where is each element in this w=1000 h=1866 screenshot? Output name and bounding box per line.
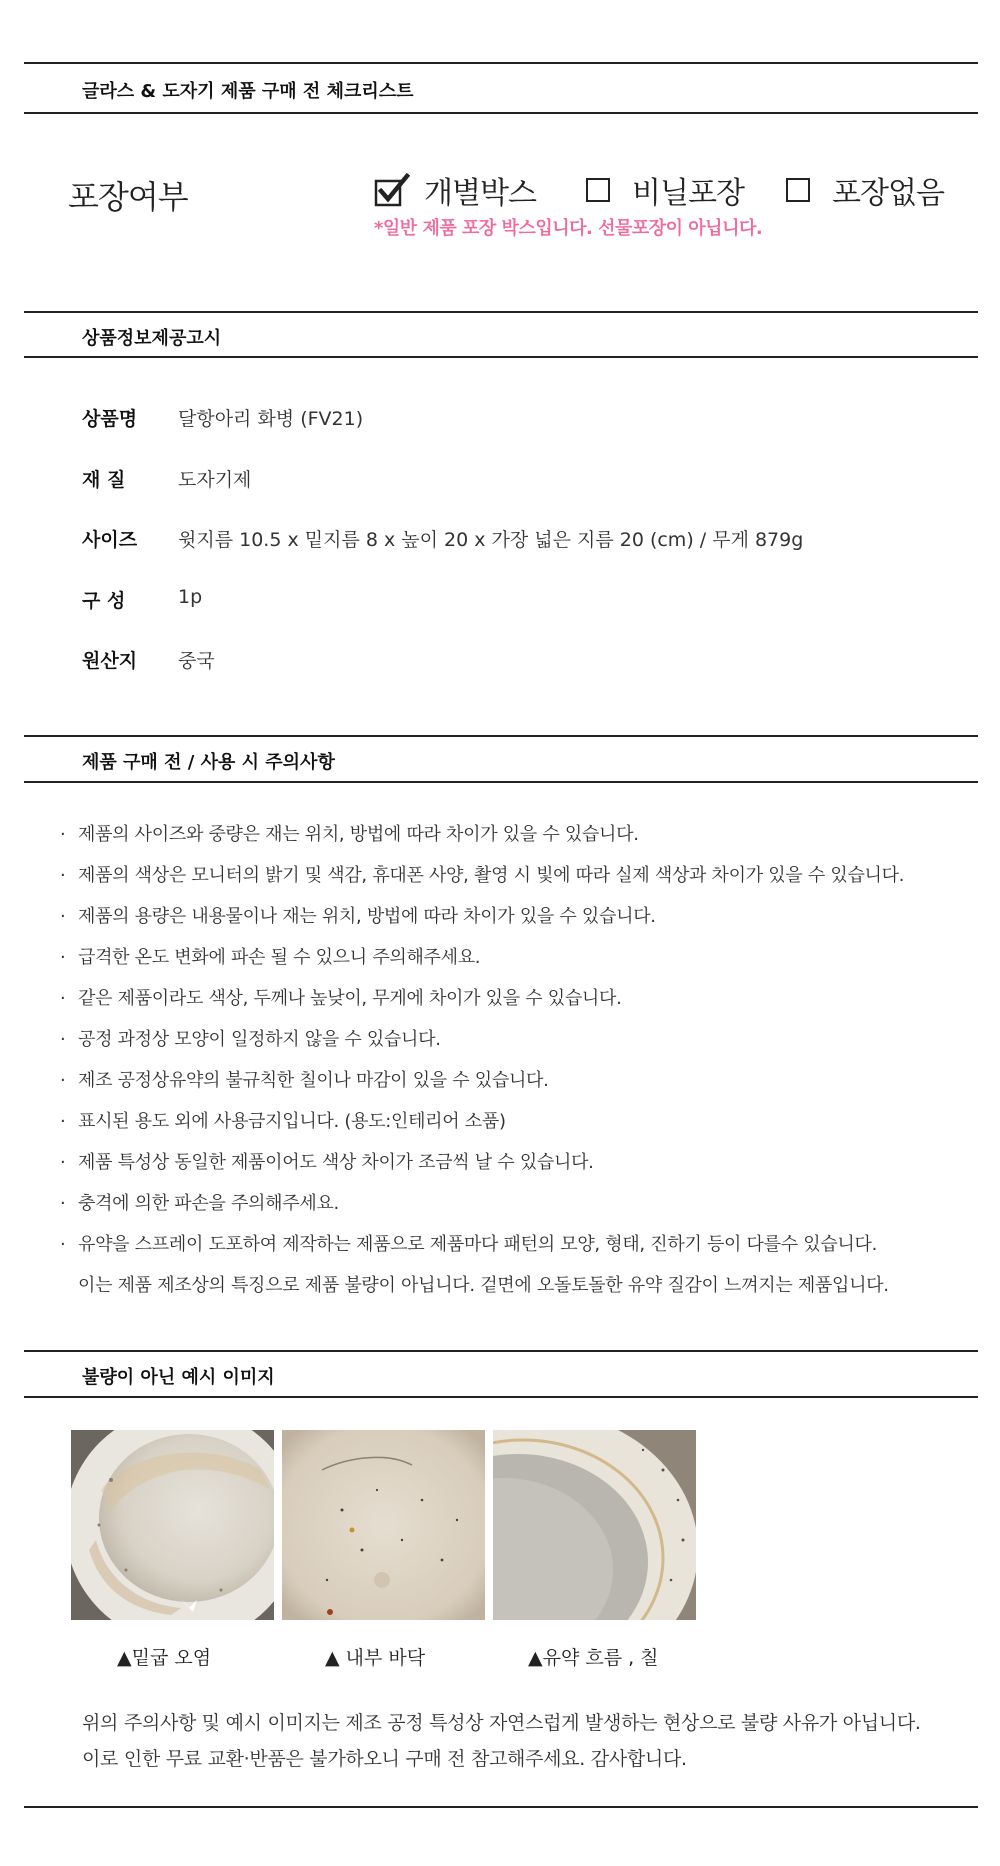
- packaging-option-label: 개별박스: [424, 176, 536, 211]
- product-info-title: 상품정보제공고시: [82, 328, 222, 349]
- info-value: 1p: [178, 586, 203, 608]
- caution-item: · 충격에 의한 파손을 주의해주세요.: [60, 1193, 339, 1214]
- info-row-origin: [82, 646, 215, 673]
- section1-bottom-rule: [24, 112, 978, 114]
- info-row-name: [82, 404, 363, 431]
- section4-top-rule: [24, 1350, 978, 1352]
- photo-caption-base-stain: ▲밑굽 오염: [117, 1647, 212, 1669]
- section2-top-rule: [24, 311, 978, 313]
- packaging-note: *일반 제품 포장 박스입니다. 선물포장이 아닙니다.: [374, 218, 763, 239]
- bottom-rule: [24, 1806, 978, 1808]
- packaging-option-vinyl: [586, 168, 744, 212]
- checked-box-icon: [374, 173, 410, 207]
- info-key: 사이즈: [82, 529, 138, 551]
- caution-item: · 급격한 온도 변화에 파손 될 수 있으니 주의해주세요.: [60, 947, 481, 968]
- example-photo-base-stain: [71, 1430, 274, 1620]
- packaging-option-individual-box: [374, 168, 536, 212]
- caution-item: · 제조 공정상유약의 불규칙한 칠이나 마감이 있을 수 있습니다.: [60, 1070, 549, 1091]
- caution-item: · 공정 과정상 모양이 일정하지 않을 수 있습니다.: [60, 1029, 441, 1050]
- info-row-size: [82, 525, 803, 552]
- closing-note-line: 위의 주의사항 및 예시 이미지는 제조 공정 특성상 자연스럽게 발생하는 현상으로 불량 사유가 아닙니다.: [82, 1712, 921, 1734]
- section3-top-rule: [24, 735, 978, 737]
- info-key: 상품명: [82, 408, 138, 430]
- info-key: 구 성: [82, 590, 126, 612]
- caution-item: · 표시된 용도 외에 사용금지입니다. (용도:인테리어 소품): [60, 1111, 506, 1132]
- packaging-option-none: [786, 168, 944, 212]
- caution-item: · 제품 특성상 동일한 제품이어도 색상 차이가 조금씩 날 수 있습니다.: [60, 1152, 594, 1173]
- info-value: 도자기제: [178, 469, 252, 491]
- photo-caption-glaze-flow: ▲유약 흐름 , 칠: [528, 1647, 659, 1669]
- unchecked-box-icon: [786, 178, 810, 202]
- checklist-title: 글라스 & 도자기 제품 구매 전 체크리스트: [82, 81, 414, 102]
- packaging-option-label: 포장없음: [832, 176, 944, 211]
- info-row-composition: [82, 586, 202, 613]
- section3-bottom-rule: [24, 781, 978, 783]
- caution-continuation: 이는 제품 제조상의 특징으로 제품 불량이 아닙니다. 겉면에 오돌토돌한 유약 질감이 느껴지는 제품입니다.: [78, 1275, 889, 1296]
- section2-bottom-rule: [24, 356, 978, 358]
- section4-bottom-rule: [24, 1396, 978, 1398]
- info-value: 윗지름 10.5 x 밑지름 8 x 높이 20 x 가장 넓은 지름 20 (cm) / 무게 879g: [178, 529, 804, 551]
- closing-note-line: 이로 인한 무료 교환·반품은 불가하오니 구매 전 참고해주세요. 감사합니다.: [82, 1748, 687, 1770]
- info-key: 재 질: [82, 469, 126, 491]
- info-value: 달항아리 화병 (FV21): [178, 408, 364, 430]
- caution-item: · 제품의 색상은 모니터의 밝기 및 색감, 휴대폰 사양, 촬영 시 빛에 따라 실제 색상과 차이가 있을 수 있습니다.: [60, 865, 905, 886]
- cautions-title: 제품 구매 전 / 사용 시 주의사항: [82, 752, 335, 773]
- unchecked-box-icon: [586, 178, 610, 202]
- caution-item: · 유약을 스프레이 도포하여 제작하는 제품으로 제품마다 패턴의 모양, 형태, 진하기 등이 다를수 있습니다.: [60, 1234, 878, 1255]
- examples-title: 불량이 아닌 예시 이미지: [82, 1367, 275, 1388]
- info-row-material: [82, 465, 251, 492]
- caution-item: · 같은 제품이라도 색상, 두께나 높낮이, 무게에 차이가 있을 수 있습니다.: [60, 988, 622, 1009]
- section1-top-rule: [24, 62, 978, 64]
- photo-caption-inner-bottom: ▲ 내부 바닥: [325, 1647, 426, 1669]
- example-photo-inner-bottom: [282, 1430, 485, 1620]
- packaging-label: 포장여부: [68, 178, 188, 216]
- info-key: 원산지: [82, 650, 138, 672]
- packaging-option-label: 비닐포장: [632, 176, 744, 211]
- example-photo-glaze-flow: [493, 1430, 696, 1620]
- caution-item: · 제품의 사이즈와 중량은 재는 위치, 방법에 따라 차이가 있을 수 있습니다.: [60, 824, 639, 845]
- info-value: 중국: [178, 650, 215, 672]
- caution-item: · 제품의 용량은 내용물이나 재는 위치, 방법에 따라 차이가 있을 수 있습니다.: [60, 906, 656, 927]
